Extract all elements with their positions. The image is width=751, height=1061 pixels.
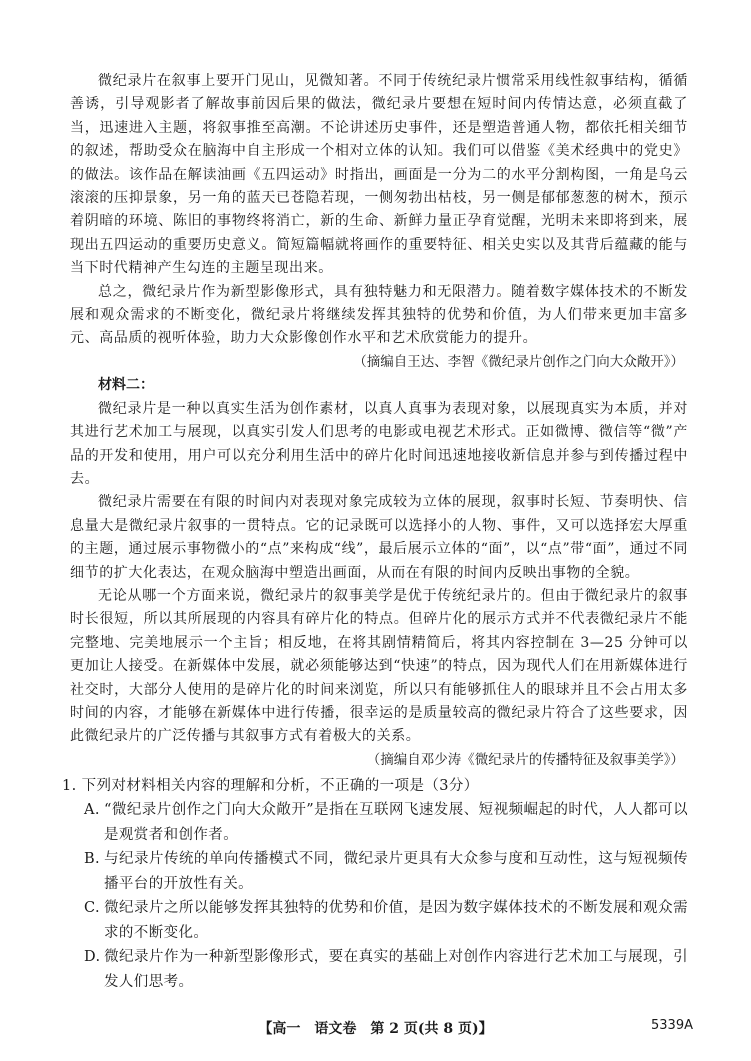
paragraph: 无论从哪一个方面来说，微纪录片的叙事美学是优于传统纪录片的。但由于微纪录片的叙事时长很短，所以其所展现的内容具有碎片化的特点。但碎片化的展示方式并不代表微纪录片不能完整地、完美地展示一个主旨；相反地，在将其剧情精简后，将其内容控制在 3—25 分钟可以更加让人接受。在新媒体中发展，就必须能够达到“快速”的特点，因为现代人们在用新媒体进行社交时，大部分人使用的是碎片化的时间来浏览，所以只有能够抓住人的眼球并且不会占用太多时间的内容，才能够在新媒体中进行传播，很幸运的是质量较高的微纪录片符合了这些要求，因此微纪录片的广泛传播与其叙事方式有着极大的关系。 [70, 587, 688, 745]
page-body [62, 70, 688, 994]
paragraph: 微纪录片是一种以真实生活为创作素材，以真人真事为表现对象，以展现真实为本质，并对其进行艺术加工与展现，以真实引发人们思考的电影或电视艺术形式。正如微博、微信等“微”产品的开发和使用，用户可以充分利用生活中的碎片化时间迅速地接收新信息并参与到传播过程中去。 [70, 400, 688, 487]
material-heading: 材料二： [98, 377, 154, 394]
option-label: B. [84, 851, 101, 868]
option-c [70, 896, 688, 945]
question-stem: 1. 下列对材料相关内容的理解和分析，不正确的一项是（3分） [62, 778, 479, 795]
page-footer [0, 1018, 751, 1042]
paragraph: 微纪录片在叙事上要开门见山，见微知著。不同于传统纪录片惯常采用线性叙事结构，循循善诱，引导观影者了解故事前因后果的做法，微纪录片要想在短时间内传情达意，必须直截了当，迅速进入主题，将叙事推至高潮。不论讲述历史事件，还是塑造普通人物，都依托相关细节的叙述，帮助受众在脑海中自主形成一个相对立体的认知。我们可以借鉴《美术经典中的党史》的做法。该作品在解读油画《五四运动》时指出，画面是一分为二的水平分割构图，一角是乌云滚滚的压抑景象，另一角的蓝天已苍隐若现，一侧匆勃出枯枝，另一侧是郁郁葱葱的树木，预示着阴暗的环境、陈旧的事物终将消亡，新的生命、新鲜力量正孕育觉醒，光明未来即将到来，展现出五四运动的重要历史意义。简短篇幅就将画作的重要特征、相关史实以及其背后蕴藏的能与当下时代精神产生勾连的主题呈现出来。 [70, 73, 688, 277]
option-b [70, 847, 688, 896]
option-text: 微纪录片作为一种新型影像形式，要在真实的基础上对创作内容进行艺术加工与展现，引发人们思考。 [104, 949, 688, 990]
option-label: D. [84, 949, 101, 966]
option-label: C. [84, 900, 100, 917]
paragraph: 微纪录片需要在有限的时间内对表现对象完成较为立体的展现，叙事时长短、节奏明快、信息量大是微纪录片叙事的一贯特点。它的记录既可以选择小的人物、事件，又可以选择宏大厚重的主题，通过展示事物微小的“点”来构成“线”，最后展示立体的“面”，以“点”带“面”，通过不同细节的扩大化表达，在观众脑海中塑造出画面，从而在有限的时间内反映出事物的全貌。 [70, 494, 688, 581]
option-text: 微纪录片之所以能够发挥其独特的优势和价值，是因为数字媒体技术的不断发展和观众需求的不断变化。 [104, 900, 688, 941]
option-d [70, 945, 688, 994]
option-text: “微纪录片创作之门向大众敞开”是指在互联网飞速发展、短视频崛起的时代，人人都可以是观赏者和创作者。 [104, 802, 688, 843]
paragraph: 总之，微纪录片作为新型影像形式，具有独特魅力和无限潜力。随着数字媒体技术的不断发展和观众需求的不断变化，微纪录片将继续发挥其独特的优势和价值，为人们带来更加丰富多元、高品质的视听体验，助力大众影像创作水平和艺术欣赏能力的提升。 [70, 283, 688, 347]
option-a [70, 798, 688, 847]
exam-code: 5339A [651, 1018, 693, 1033]
source-citation: （摘编自邓少涛《微纪录片的传播特征及叙事美学》） [366, 751, 684, 768]
source-citation: （摘编自王达、李智《微纪录片创作之门向大众敞开》） [353, 353, 684, 370]
option-label: A. [84, 802, 100, 819]
page-number: 【高一 语文卷 第 2 页(共 8 页)】 [258, 1021, 493, 1037]
option-text: 与纪录片传统的单向传播模式不同，微纪录片更具有大众参与度和互动性，这与短视频传播平台的开放性有关。 [104, 851, 688, 892]
